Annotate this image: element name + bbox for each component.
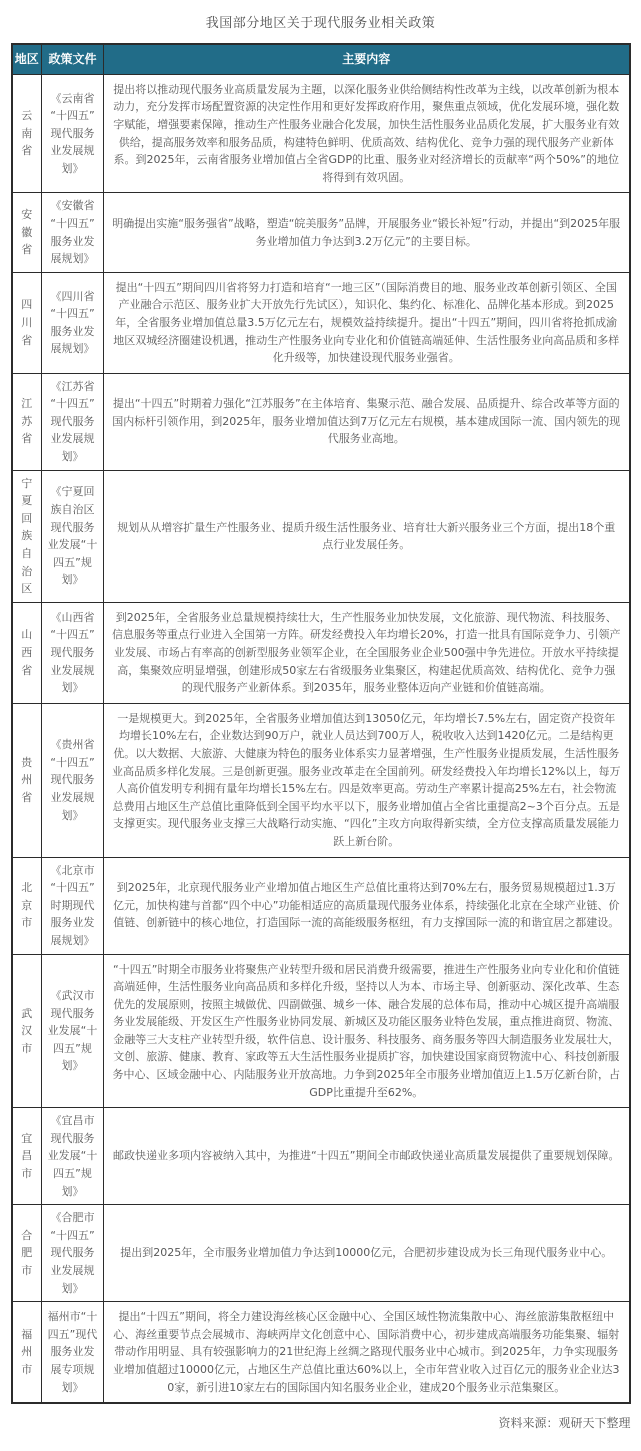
document-cell: 《宁夏回族自治区现代服务业发展“十四五”规划》 [42,470,104,602]
source-note: 资料来源：观研天下整理 [498,1416,631,1431]
table-row [12,193,630,272]
content-cell: 提出将以推动现代服务业高质量发展为主题，以深化服务业供给侧结构性改革为主线，以改革创新为根本动力，充分发挥市场配置资源的决定性作用和更好发挥政府作用，聚焦重点领域，优化发展环境，强化数字赋能，增强要素保障，推动生产性服务业融合化发展，加快生活性服务业品质化发展，扩大服务业有效供给，提高服务效率和服务品质，构建特色鲜明、优质高效、结构优化、竞争力强的现代服务产业新体系。到2025年，云南省服务业增加值占全省GDP的比重、服务业对经济增长的贡献率“两个50%”的地位将得到有效巩固。 [104,74,630,193]
table-row [12,857,630,954]
content-cell: 提出“十四五”期间，将全力建设海丝核心区金融中心、全国区域性物流集散中心、海丝旅游集散枢纽中心、海丝重要节点会展城市、海峡两岸文化创意中心、国际消费中心，初步建成高端服务功能集聚、辐射带动作用明显、具有较强影响力的21世纪海上丝绸之路现代服务业中心城市。到2025年，力争实现服务业增加值超过10000亿元，占地区生产总值比重达60%以上，全市年营业收入过百亿元的服务业企业达30家，新引进10家左右的国际国内知名服务业企业，建成20个服务业示范集聚区。 [104,1302,630,1403]
table-row [12,703,630,857]
content-cell: 明确提出实施“服务强省”战略，塑造“皖美服务”品牌，开展服务业“锻长补短”行动，并提出“到2025年服务业增加值力争达到3.2万亿元”的主要目标。 [104,193,630,272]
policy-table [11,43,631,1404]
content-cell: 到2025年，北京现代服务业产业增加值占地区生产总值比重将达到70%左右，服务贸易规模超过1.3万亿元，加快构建与首都“四个中心”功能相适应的高质量现代服务业体系，持续强化北京在全球产业链、价值链、创新链中的核心地位，打造国际一流的高能级服务枢纽，有力支撑国际一流的和谐宜居之都建设。 [104,857,630,954]
content-cell: “十四五”时期全市服务业将聚焦产业转型升级和居民消费升级需要，推进生产性服务业向专业化和价值链高端延伸，生活性服务业向高品质和多样化升级，坚持以人为本、市场主导、创新驱动、深化改革、生态优先的发展原则，按照主城做优、四副做强、城乡一体、融合发展的总体布局，推动中心城区提升高端服务业发展能级、开发区生产性服务业协同发展、新城区及功能区服务业特色发展，重点推进商贸、物流、金融等三大支柱产业转型升级，软件信息、设计服务、科技服务、商务服务等四大制造服务业发展壮大，文创、旅游、健康、教育、家政等五大生活性服务业提质扩容，加快建设国家商贸物流中心、科技创新服务中心、区域金融中心、内陆服务业开放高地。力争到2025年全市服务业增加值迈上1.5万亿新台阶，占GDP比重提升至62%。 [104,954,630,1108]
content-cell: 提出到2025年，全市服务业增加值力争达到10000亿元，合肥初步建设成为长三角现代服务业中心。 [104,1205,630,1302]
region-cell [12,1205,42,1302]
table-row [12,272,630,373]
region-cell [12,193,42,272]
content-cell: 到2025年，全省服务业总量规模持续壮大，生产性服务业加快发展，文化旅游、现代物流、科技服务、信息服务等重点行业进入全国第一方阵。研发经费投入年均增长20%，打造一批具有国际竞争力、引领产业发展、市场占有率高的创新型服务业领军企业，在全国服务业企业500强中争先进位。开放水平持续提高，集聚效应明显增强，创建形成50家左右省级服务业集聚区，构建起优质高效、结构优化、竞争力强的现代服务产业新体系。到2035年，服务业整体迈向产业链和价值链高端。 [104,602,630,703]
region-label: 宜昌市 [21,1131,33,1181]
region-cell [12,470,42,602]
region-label: 江苏省 [21,397,33,446]
page-title: 我国部分地区关于现代服务业相关政策 [205,16,436,31]
document-cell: 《武汉市现代服务业发展“十四五”规划》 [42,954,104,1108]
region-label: 合肥市 [21,1228,33,1278]
region-label: 福州市 [21,1327,33,1376]
region-cell [12,272,42,373]
content-cell: 提出“十四五”时期着力强化“江苏服务”在主体培育、集聚示范、融合发展、品质提升、综合改革等方面的国内标杆引领作用，到2025年，服务业增加值达到7万亿元左右规模，基本建成国际一流、国内领先的现代服务业高地。 [104,373,630,470]
region-cell [12,954,42,1108]
document-cell: 福州市“十四五”现代服务业发展专项规划》 [42,1302,104,1403]
document-cell: 《宜昌市现代服务业发展“十四五”规划》 [42,1108,104,1205]
table-row [12,1302,630,1403]
region-cell [12,857,42,954]
table-row [12,74,630,193]
content-cell: 一是规模更大。到2025年，全省服务业增加值达到13050亿元，年均增长7.5%左右，固定资产投资年均增长10%左右，企业数达到90万户，就业人员达到700万人，税收收入达到1420亿元。二是结构更优。以大数据、大旅游、大健康为特色的服务业体系实力显著增强，生产性服务业提质发展，生活性服务业高品质多样化发展。三是创新更强。服务业改革走在全国前列。研发经费投入年均增长12%以上，每万人高价值发明专利拥有量年均增长15%左右。四是效率更高。劳动生产率累计提高25%左右，社会物流总费用占地区生产总值比重降低到全国平均水平以下，服务业增加值占全省比重提高2~3个百分点。五是支撑更实。现代服务业支撑三大战略行动实施、“四化”主攻方向取得新实绩，全方位支撑高质量发展能力跃上新台阶。 [104,703,630,857]
document-cell: 《安徽省“十四五”服务业发展规划》 [42,193,104,272]
table-row [12,1108,630,1205]
region-cell [12,1108,42,1205]
region-label: 宁夏回族自治区 [21,476,33,596]
region-cell [12,74,42,193]
content-cell: 规划从从增容扩量生产性服务业、提质升级生活性服务业、培育壮大新兴服务业三个方面，提出18个重点行业发展任务。 [104,470,630,602]
region-label: 北京市 [21,881,33,930]
region-cell [12,703,42,857]
region-cell [12,1302,42,1403]
region-label: 武汉市 [21,1006,33,1055]
document-cell: 《四川省“十四五”服务业发展规划》 [42,272,104,373]
table-row [12,602,630,703]
region-label: 贵州省 [21,755,33,804]
document-cell: 《江苏省“十四五”现代服务业发展规划》 [42,373,104,470]
table-row [12,954,630,1108]
document-cell: 《合肥市“十四五”现代服务业发展规划》 [42,1205,104,1302]
document-cell: 《云南省“十四五”现代服务业发展规划》 [42,74,104,193]
region-label: 四川省 [21,298,33,347]
content-cell: 邮政快递业多项内容被纳入其中，为推进“十四五”期间全市邮政快递业高质量发展提供了重要规划保障。 [104,1108,630,1205]
table-row [12,470,630,602]
table-row [12,373,630,470]
table-header-document: 政策文件 [42,44,104,74]
table-header-content: 主要内容 [104,44,630,74]
region-cell [12,602,42,703]
region-label: 安徽省 [21,208,33,257]
region-cell [12,373,42,470]
content-cell: 提出“十四五”期间四川省将努力打造和培育“一地三区”（国际消费目的地、服务业改革创新引领区、全国产业融合示范区、服务业扩大开放先行先试区），知识化、集约化、标准化、品牌化基本形成。到2025年，全省服务业增加值总量3.5万亿元左右，规模效益持续提升。提出“十四五”期间，四川省将抢抓成渝地区双城经济圈建设机遇，推动生产性服务业向专业化和价值链高端延伸、生活性服务业向高品质和多样化升级等，加快建设现代服务业强省。 [104,272,630,373]
region-label: 山西省 [21,628,33,677]
document-cell: 《山西省“十四五”现代服务业发展规划》 [42,602,104,703]
table-row [12,1205,630,1302]
table-header-region: 地区 [12,44,42,74]
table-header-row [12,44,630,74]
document-cell: 《贵州省“十四五”现代服务业发展规划》 [42,703,104,857]
region-label: 云南省 [21,109,33,158]
document-cell: 《北京市“十四五”时期现代服务业发展规划》 [42,857,104,954]
